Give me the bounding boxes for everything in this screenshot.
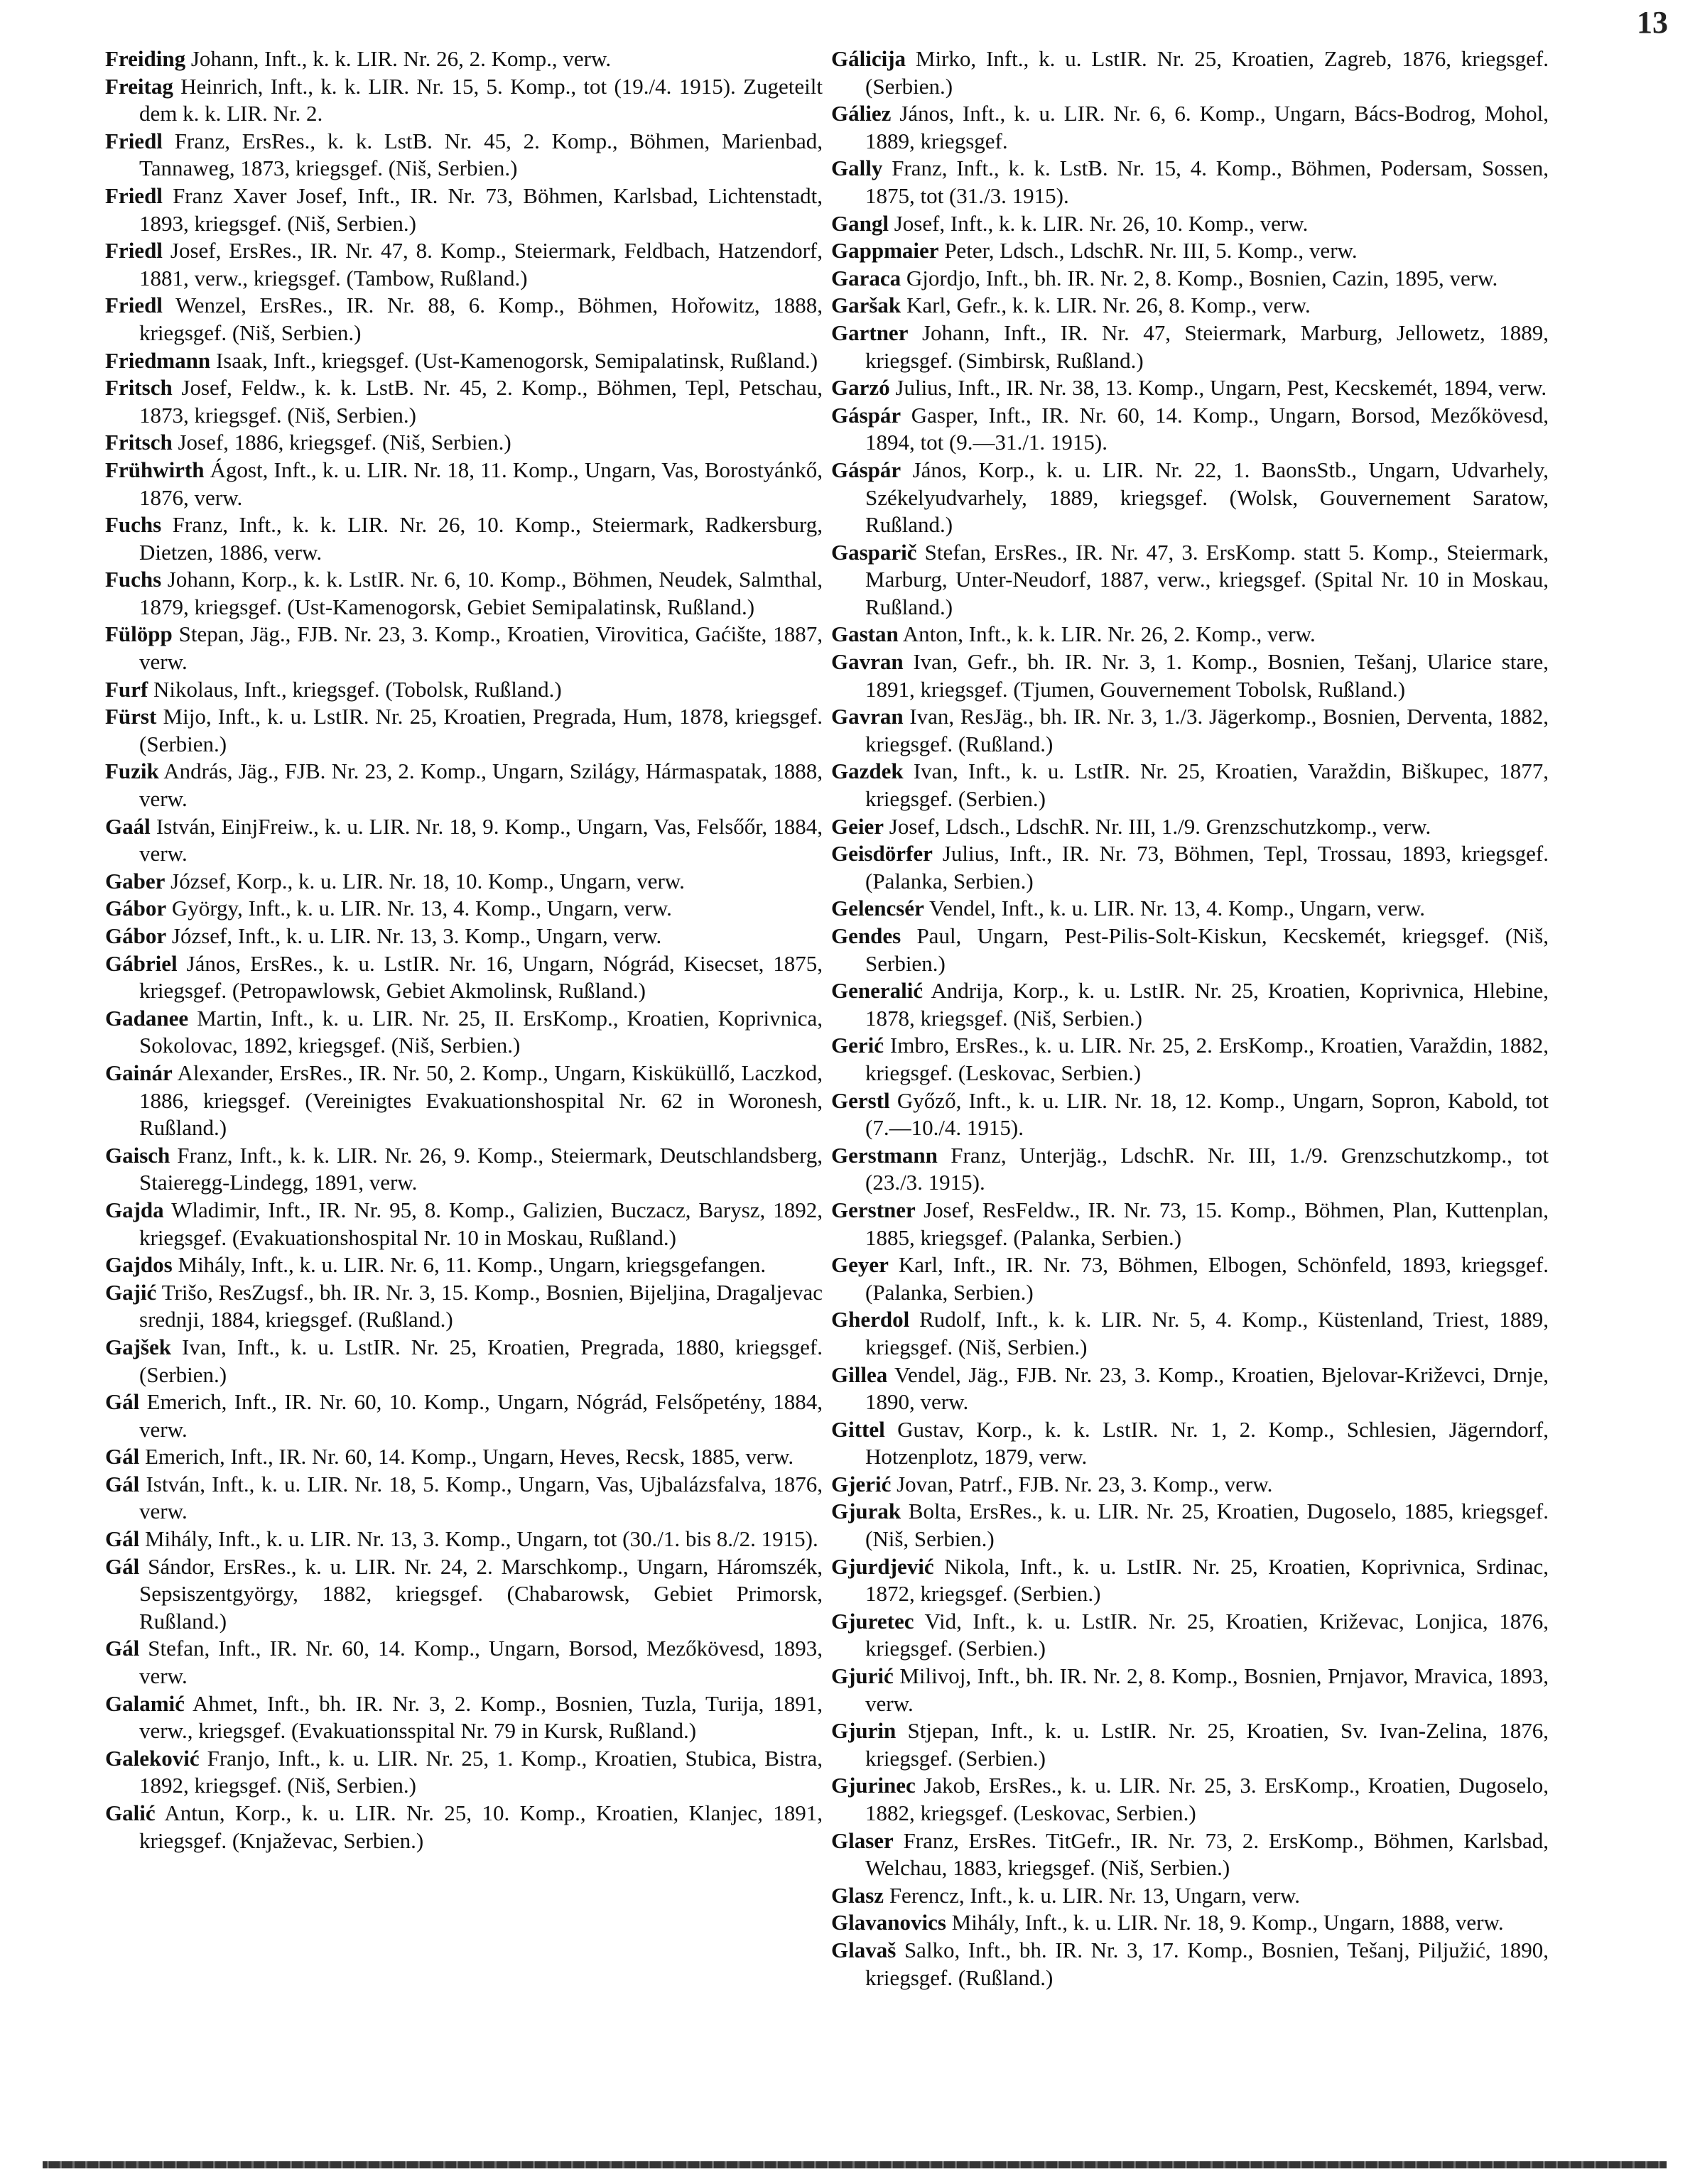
entry-surname: Gavran xyxy=(831,649,904,675)
entry-surname: Friedl xyxy=(105,183,163,208)
entry-details: András, Jäg., FJB. Nr. 23, 2. Komp., Ungarn, Szilágy, Hármaspatak, 1888, verw. xyxy=(139,759,823,812)
register-entry xyxy=(105,73,823,128)
register-entry xyxy=(105,1251,823,1279)
entry-details: Franz, Inft., k. k. LIR. Nr. 26, 9. Komp., Steiermark, Deutschlandsberg, Staieregg-Lindegg, 1891, verw. xyxy=(139,1142,823,1195)
entry-surname: Gerstl xyxy=(831,1087,890,1113)
entry-details: Martin, Inft., k. u. LIR. Nr. 25, II. ErsKomp., Kroatien, Koprivnica, Sokolovac, 1892, kriegsgef. (Niš, Serbien.) xyxy=(139,1005,823,1058)
entry-details: Jakob, ErsRes., k. u. LIR. Nr. 25, 3. ErsKomp., Kroatien, Dugoselo, 1882, kriegsgef. (Leskovac, Serbien.) xyxy=(865,1773,1549,1825)
entry-surname: Geisdörfer xyxy=(831,841,933,866)
entry-surname: Gajšek xyxy=(105,1334,171,1359)
entry-surname: Gavran xyxy=(831,704,904,729)
register-entry xyxy=(831,1306,1549,1361)
entry-surname: Garaca xyxy=(831,265,901,290)
register-entry xyxy=(831,100,1549,155)
register-entry xyxy=(831,1827,1549,1882)
entry-surname: Gendes xyxy=(831,923,901,948)
register-entry xyxy=(831,45,1549,100)
entry-details: Julius, Inft., IR. Nr. 38, 13. Komp., Ungarn, Pest, Kecskemét, 1894, verw. xyxy=(895,375,1547,401)
entry-surname: Friedl xyxy=(105,293,163,318)
entry-surname: Gjurak xyxy=(831,1499,901,1524)
entry-details: Heinrich, Inft., k. k. LIR. Nr. 15, 5. Komp., tot (19./4. 1915). Zugeteilt dem k. k. LIR. Nr. 2. xyxy=(139,73,823,126)
entry-surname: Gál xyxy=(105,1636,140,1661)
entry-surname: Galić xyxy=(105,1800,156,1825)
register-entry xyxy=(105,621,823,675)
register-entry xyxy=(831,621,1549,648)
entry-surname: Gjurdjević xyxy=(831,1553,934,1579)
entry-details: József, Korp., k. u. LIR. Nr. 18, 10. Komp., Ungarn, verw. xyxy=(170,868,685,893)
register-entry xyxy=(831,977,1549,1032)
entry-surname: Gittel xyxy=(831,1416,885,1442)
entry-surname: Generalić xyxy=(831,978,924,1004)
entry-surname: Galamić xyxy=(105,1690,185,1716)
entry-surname: Furf xyxy=(105,676,148,702)
entry-details: Paul, Ungarn, Pest-Pilis-Solt-Kiskun, Kecskemét, kriegsgef. (Niš, Serbien.) xyxy=(865,923,1549,976)
register-entry xyxy=(105,511,823,566)
entry-details: Trišo, ResZugsf., bh. IR. Nr. 3, 15. Komp., Bosnien, Bijeljina, Dragaljevac srednji, 1884, kriegsgef. (Rußland.) xyxy=(139,1279,823,1332)
register-entry xyxy=(105,128,823,183)
entry-surname: Garšak xyxy=(831,293,901,318)
entry-surname: Garzó xyxy=(831,375,890,401)
entry-details: Ivan, Inft., k. u. LstIR. Nr. 25, Kroatien, Varaždin, Biškupec, 1877, kriegsgef. (Serbien.) xyxy=(865,759,1549,812)
entry-details: Nikola, Inft., k. u. LstIR. Nr. 25, Kroatien, Koprivnica, Srdinac, 1872, kriegsgef. (Serbien.) xyxy=(865,1553,1549,1607)
entry-surname: Gál xyxy=(105,1471,140,1496)
entry-details: Jovan, Patrf., FJB. Nr. 23, 3. Komp., verw. xyxy=(897,1471,1273,1496)
register-entry xyxy=(831,703,1549,758)
register-entry xyxy=(831,1032,1549,1087)
register-entry xyxy=(105,1745,823,1800)
entry-surname: Fuzik xyxy=(105,759,159,784)
register-entry xyxy=(831,539,1549,621)
entry-details: Stefan, Inft., IR. Nr. 60, 14. Komp., Ungarn, Borsod, Mezőkövesd, 1893, verw. xyxy=(139,1636,823,1689)
entry-surname: Fuchs xyxy=(105,567,162,592)
entry-details: Mihály, Inft., k. u. LIR. Nr. 18, 9. Komp., Ungarn, 1888, verw. xyxy=(951,1910,1504,1935)
entry-details: Mihály, Inft., k. u. LIR. Nr. 13, 3. Komp., Ungarn, tot (30./1. bis 8./2. 1915). xyxy=(144,1526,818,1552)
entry-surname: Gjerić xyxy=(831,1471,892,1496)
register-entry xyxy=(831,1197,1549,1251)
register-entry xyxy=(105,566,823,621)
register-entry xyxy=(105,703,823,758)
entry-surname: Gerić xyxy=(831,1033,884,1058)
register-entry xyxy=(831,265,1549,293)
entry-surname: Gasparič xyxy=(831,539,917,565)
register-entry xyxy=(105,1197,823,1251)
entry-surname: Friedl xyxy=(105,238,163,264)
entry-surname: Gally xyxy=(831,156,883,181)
entry-surname: Friedl xyxy=(105,128,163,153)
entry-details: Josef, 1886, kriegsgef. (Niš, Serbien.) xyxy=(178,430,511,455)
entry-surname: Freitag xyxy=(105,73,173,99)
entry-surname: Glavanovics xyxy=(831,1910,946,1935)
entry-surname: Gábriel xyxy=(105,950,178,976)
entry-details: Ahmet, Inft., bh. IR. Nr. 3, 2. Komp., Bosnien, Tuzla, Turija, 1891, verw., kriegsgef. (Evakuationsspital Nr. 79 in Kursk, Rußland.) xyxy=(139,1690,823,1744)
entry-surname: Gajdos xyxy=(105,1252,173,1278)
register-entry xyxy=(105,923,823,950)
entry-details: Franz, Inft., k. k. LIR. Nr. 26, 10. Komp., Steiermark, Radkersburg, Dietzen, 1886, verw. xyxy=(139,512,823,565)
entry-details: Franz, ErsRes. TitGefr., IR. Nr. 73, 2. ErsKomp., Böhmen, Karlsbad, Welchau, 1883, kriegsgef. (Niš, Serbien.) xyxy=(865,1827,1549,1881)
entry-details: Vendel, Inft., k. u. LIR. Nr. 13, 4. Komp., Ungarn, verw. xyxy=(929,896,1425,921)
register-entry xyxy=(105,1142,823,1197)
entry-details: Karl, Inft., IR. Nr. 73, Böhmen, Elbogen, Schönfeld, 1893, kriegsgef. (Palanka, Serbien.) xyxy=(865,1252,1549,1305)
entry-surname: Fuchs xyxy=(105,512,162,538)
entry-surname: Gábor xyxy=(105,896,167,921)
entry-details: Franz, ErsRes., k. k. LstB. Nr. 45, 2. Komp., Böhmen, Marienbad, Tannaweg, 1873, kriegsgef. (Niš, Serbien.) xyxy=(139,128,823,181)
register-entry xyxy=(831,1882,1549,1910)
entry-surname: Gillea xyxy=(831,1362,888,1387)
entry-details: Franz, Inft., k. k. LstB. Nr. 15, 4. Komp., Böhmen, Podersam, Sossen, 1875, tot (31./3. 1915). xyxy=(865,156,1549,208)
entry-surname: Gáspár xyxy=(831,457,901,482)
entry-surname: Gjurin xyxy=(831,1718,897,1744)
entry-surname: Gálicija xyxy=(831,46,906,71)
entry-surname: Fritsch xyxy=(105,375,173,401)
entry-surname: Glavaš xyxy=(831,1937,897,1962)
entry-details: Wenzel, ErsRes., IR. Nr. 88, 6. Komp., Böhmen, Hořowitz, 1888, kriegsgef. (Niš, Serbien.) xyxy=(139,293,823,345)
register-entry xyxy=(831,320,1549,374)
entry-details: Stepan, Jäg., FJB. Nr. 23, 3. Komp., Kroatien, Virovitica, Gaćište, 1887, verw. xyxy=(139,621,823,675)
register-entry xyxy=(831,1553,1549,1608)
entry-surname: Gál xyxy=(105,1553,140,1579)
entry-details: Ivan, Gefr., bh. IR. Nr. 3, 1. Komp., Bosnien, Tešanj, Ularice stare, 1891, kriegsgef. (Tjumen, Gouvernement Tobolsk, Rußland.) xyxy=(865,649,1549,702)
register-entry xyxy=(831,457,1549,539)
entry-details: Mijo, Inft., k. u. LstIR. Nr. 25, Kroatien, Pregrada, Hum, 1878, kriegsgef. (Serbien.) xyxy=(139,704,823,756)
register-entry xyxy=(831,895,1549,923)
entry-details: Franz Xaver Josef, Inft., IR. Nr. 73, Böhmen, Karlsbad, Lichtenstadt, 1893, kriegsgef. (Niš, Serbien.) xyxy=(139,183,823,236)
entry-surname: Fritsch xyxy=(105,430,173,455)
entry-details: Josef, Feldw., k. k. LstB. Nr. 45, 2. Komp., Böhmen, Tepl, Petschau, 1873, kriegsgef. (Niš, Serbien.) xyxy=(139,375,823,428)
register-entry xyxy=(105,429,823,457)
entry-surname: Freiding xyxy=(105,46,186,71)
entry-details: Alexander, ErsRes., IR. Nr. 50, 2. Komp., Ungarn, Kisküküllő, Laczkod, 1886, kriegsgef. (Vereinigtes Evakuationshospital Nr. 62 in Woronesh, Rußland.) xyxy=(139,1060,823,1141)
register-entry xyxy=(831,758,1549,813)
entry-surname: Gál xyxy=(105,1444,140,1469)
register-entry xyxy=(831,292,1549,320)
register-entry xyxy=(105,1005,823,1060)
entry-surname: Gaber xyxy=(105,868,166,893)
entry-surname: Frühwirth xyxy=(105,457,205,482)
register-entry xyxy=(105,1471,823,1526)
register-entry xyxy=(105,895,823,923)
register-entry xyxy=(105,868,823,896)
register-entry xyxy=(831,1416,1549,1471)
entry-details: József, Inft., k. u. LIR. Nr. 13, 3. Komp., Ungarn, verw. xyxy=(171,923,662,948)
entry-details: Antun, Korp., k. u. LIR. Nr. 25, 10. Komp., Kroatien, Klanjec, 1891, kriegsgef. (Knjaževac, Serbien.) xyxy=(139,1800,823,1853)
register-entry xyxy=(105,758,823,813)
entry-surname: Gelencsér xyxy=(831,896,924,921)
register-entry xyxy=(105,374,823,429)
register-entry xyxy=(831,1772,1549,1827)
entry-surname: Friedmann xyxy=(105,347,211,373)
entry-details: Stefan, ErsRes., IR. Nr. 47, 3. ErsKomp. statt 5. Komp., Steiermark, Marburg, Unter-Neudorf, 1887, verw., kriegsgef. (Spital Nr. 10 in Moskau, Rußland.) xyxy=(865,539,1549,619)
register-entry xyxy=(105,292,823,347)
entry-details: Győző, Inft., k. u. LIR. Nr. 18, 12. Komp., Ungarn, Sopron, Kabold, tot (7.—10./4. 1915). xyxy=(865,1087,1549,1141)
entry-details: Johann, Inft., IR. Nr. 47, Steiermark, Marburg, Jellowetz, 1889, kriegsgef. (Simbirsk, Rußland.) xyxy=(865,320,1549,373)
register-entry xyxy=(105,950,823,1005)
entry-surname: Gherdol xyxy=(831,1307,910,1332)
register-entry xyxy=(105,1690,823,1745)
entry-details: Milivoj, Inft., bh. IR. Nr. 2, 8. Komp., Bosnien, Prnjavor, Mravica, 1893, verw. xyxy=(865,1663,1549,1716)
entry-surname: Fülöpp xyxy=(105,621,173,647)
entry-surname: Gerstmann xyxy=(831,1142,938,1168)
register-entry xyxy=(105,183,823,237)
entry-details: Sándor, ErsRes., k. u. LIR. Nr. 24, 2. Marschkomp., Ungarn, Háromszék, Sepsiszentgyörgy, 1882, kriegsgef. (Chabarowsk, Gebiet Primorsk, Rußland.) xyxy=(139,1553,823,1634)
register-entry xyxy=(831,1362,1549,1416)
register-entry xyxy=(105,1526,823,1553)
register-entry xyxy=(105,347,823,375)
entry-surname: Glaser xyxy=(831,1827,894,1853)
left-column xyxy=(105,45,823,1854)
register-entry xyxy=(831,1717,1549,1772)
page-number: 13 xyxy=(1637,5,1668,40)
entry-surname: Gál xyxy=(105,1389,140,1415)
entry-details: Vendel, Jäg., FJB. Nr. 23, 3. Komp., Kroatien, Bjelovar-Križevci, Drnje, 1890, verw. xyxy=(865,1362,1549,1415)
register-entry xyxy=(105,676,823,704)
entry-details: Ferencz, Inft., k. u. LIR. Nr. 13, Ungarn, verw. xyxy=(889,1882,1301,1908)
entry-details: János, ErsRes., k. u. LstIR. Nr. 16, Ungarn, Nógrád, Kisecset, 1875, kriegsgef. (Petropawlowsk, Gebiet Akmolinsk, Rußland.) xyxy=(139,950,823,1004)
register-entry xyxy=(105,1279,823,1334)
entry-surname: Geier xyxy=(831,813,884,839)
entry-details: Wladimir, Inft., IR. Nr. 95, 8. Komp., Galizien, Buczacz, Barysz, 1892, kriegsgef. (Evakuationshospital Nr. 10 in Moskau, Rußland.) xyxy=(139,1197,823,1250)
entry-details: Gustav, Korp., k. k. LstIR. Nr. 1, 2. Komp., Schlesien, Jägerndorf, Hotzenplotz, 1879, verw. xyxy=(865,1416,1549,1469)
register-entry xyxy=(831,840,1549,895)
entry-details: Stjepan, Inft., k. u. LstIR. Nr. 25, Kroatien, Sv. Ivan-Zelina, 1876, kriegsgef. (Serbien.) xyxy=(865,1718,1549,1771)
register-entry xyxy=(831,1937,1549,1992)
entry-surname: Gerstner xyxy=(831,1197,916,1222)
entry-details: János, Inft., k. u. LIR. Nr. 6, 6. Komp., Ungarn, Bács-Bodrog, Mohol, 1889, kriegsgef. xyxy=(865,101,1549,153)
entry-details: Salko, Inft., bh. IR. Nr. 3, 17. Komp., Bosnien, Tešanj, Piljužić, 1890, kriegsgef. (Rußland.) xyxy=(865,1937,1549,1990)
entry-details: Gasper, Inft., IR. Nr. 60, 14. Komp., Ungarn, Borsod, Mezőkövesd, 1894, tot (9.—31./1. 1915). xyxy=(865,402,1549,455)
entry-surname: Gastan xyxy=(831,621,899,647)
entry-details: Johann, Korp., k. k. LstIR. Nr. 6, 10. Komp., Böhmen, Neudek, Salmthal, 1879, kriegsgef. (Ust-Kamenogorsk, Gebiet Semipalatinsk, Rußland.) xyxy=(139,567,823,619)
register-entry xyxy=(105,1389,823,1443)
entry-surname: Gadanee xyxy=(105,1005,189,1031)
entry-details: György, Inft., k. u. LIR. Nr. 13, 4. Komp., Ungarn, verw. xyxy=(171,896,672,921)
entry-details: Franjo, Inft., k. u. LIR. Nr. 25, 1. Komp., Kroatien, Stubica, Bistra, 1892, kriegsgef. (Niš, Serbien.) xyxy=(139,1745,823,1798)
entry-details: Peter, Ldsch., LdschR. Nr. III, 5. Komp., verw. xyxy=(944,238,1358,264)
entry-details: Johann, Inft., k. k. LIR. Nr. 26, 2. Komp., verw. xyxy=(190,46,612,71)
entry-details: Nikolaus, Inft., kriegsgef. (Tobolsk, Rußland.) xyxy=(153,676,562,702)
register-entry xyxy=(831,1498,1549,1553)
register-entry xyxy=(105,1800,823,1854)
entry-details: Mirko, Inft., k. u. LstIR. Nr. 25, Kroatien, Zagreb, 1876, kriegsgef. (Serbien.) xyxy=(865,46,1549,99)
entry-surname: Gartner xyxy=(831,320,909,345)
entry-details: István, Inft., k. u. LIR. Nr. 18, 5. Komp., Ungarn, Vas, Ujbalázsfalva, 1876, verw. xyxy=(139,1471,823,1524)
entry-surname: Gaál xyxy=(105,813,151,839)
entry-surname: Fürst xyxy=(105,704,157,729)
entry-details: Karl, Gefr., k. k. LIR. Nr. 26, 8. Komp., verw. xyxy=(906,293,1311,318)
register-entry xyxy=(831,1471,1549,1499)
register-entry xyxy=(831,813,1549,841)
entry-details: Ivan, ResJäg., bh. IR. Nr. 3, 1./3. Jägerkomp., Bosnien, Derventa, 1882, kriegsgef. (Rußland.) xyxy=(865,704,1549,756)
entry-details: Emerich, Inft., IR. Nr. 60, 14. Komp., Ungarn, Heves, Recsk, 1885, verw. xyxy=(144,1444,794,1469)
entry-details: János, Korp., k. u. LIR. Nr. 22, 1. BaonsStb., Ungarn, Udvarhely, Székelyudvarhely, 1889, kriegsgef. (Wolsk, Gouvernement Saratow, Rußland.) xyxy=(865,457,1549,538)
entry-details: Mihály, Inft., k. u. LIR. Nr. 6, 11. Komp., Ungarn, kriegsgefangen. xyxy=(178,1252,767,1278)
register-entry xyxy=(831,210,1549,238)
register-entry xyxy=(831,1608,1549,1663)
register-entry xyxy=(831,155,1549,210)
entry-surname: Gál xyxy=(105,1526,140,1552)
register-entry xyxy=(831,237,1549,265)
entry-surname: Gajić xyxy=(105,1279,157,1305)
register-entry xyxy=(105,1060,823,1142)
entry-surname: Gainár xyxy=(105,1060,173,1085)
register-entry xyxy=(105,1334,823,1389)
entry-details: Josef, ErsRes., IR. Nr. 47, 8. Komp., Steiermark, Feldbach, Hatzendorf, 1881, verw., kriegsgef. (Tambow, Rußland.) xyxy=(139,238,823,290)
entry-surname: Gábor xyxy=(105,923,167,948)
entry-surname: Gjurinec xyxy=(831,1773,916,1798)
entry-details: Julius, Inft., IR. Nr. 73, Böhmen, Tepl, Trossau, 1893, kriegsgef. (Palanka, Serbien.) xyxy=(865,841,1549,893)
entry-details: Josef, ResFeldw., IR. Nr. 73, 15. Komp., Böhmen, Plan, Kuttenplan, 1885, kriegsgef. (Palanka, Serbien.) xyxy=(865,1197,1549,1250)
register-entry xyxy=(105,1635,823,1690)
entry-details: Ágost, Inft., k. u. LIR. Nr. 18, 11. Komp., Ungarn, Vas, Borostyánkő, 1876, verw. xyxy=(139,457,823,510)
register-entry xyxy=(105,813,823,868)
entry-surname: Gjurić xyxy=(831,1663,894,1689)
entry-details: Emerich, Inft., IR. Nr. 60, 10. Komp., Ungarn, Nógrád, Felsőpetény, 1884, verw. xyxy=(139,1389,823,1442)
register-entry xyxy=(831,402,1549,457)
entry-details: Isaak, Inft., kriegsgef. (Ust-Kamenogorsk, Semipalatinsk, Rußland.) xyxy=(215,347,818,373)
entry-details: Rudolf, Inft., k. k. LIR. Nr. 5, 4. Komp., Küstenland, Triest, 1889, kriegsgef. (Niš, Serbien.) xyxy=(865,1307,1549,1359)
entry-surname: Gajda xyxy=(105,1197,164,1222)
register-entry xyxy=(105,45,823,73)
entry-details: Bolta, ErsRes., k. u. LIR. Nr. 25, Kroatien, Dugoselo, 1885, kriegsgef. (Niš, Serbien.) xyxy=(865,1499,1549,1552)
register-entry xyxy=(831,374,1549,402)
entry-details: Imbro, ErsRes., k. u. LIR. Nr. 25, 2. ErsKomp., Kroatien, Varaždin, 1882, kriegsgef. (Leskovac, Serbien.) xyxy=(865,1033,1549,1085)
register-entry xyxy=(105,237,823,292)
entry-surname: Gáliez xyxy=(831,101,892,126)
entry-details: Vid, Inft., k. u. LstIR. Nr. 25, Kroatien, Križevac, Lonjica, 1876, kriegsgef. (Serbien.) xyxy=(865,1608,1549,1661)
entry-details: Josef, Inft., k. k. LIR. Nr. 26, 10. Komp., verw. xyxy=(894,210,1309,236)
register-entry xyxy=(831,1087,1549,1142)
register-entry xyxy=(831,923,1549,977)
entry-surname: Gjuretec xyxy=(831,1608,914,1634)
right-column xyxy=(831,45,1549,1992)
register-entry xyxy=(831,1663,1549,1717)
register-entry xyxy=(831,648,1549,703)
entry-surname: Gangl xyxy=(831,210,889,236)
entry-details: Ivan, Inft., k. u. LstIR. Nr. 25, Kroatien, Pregrada, 1880, kriegsgef. (Serbien.) xyxy=(139,1334,823,1387)
register-entry xyxy=(831,1251,1549,1306)
register-entry xyxy=(831,1909,1549,1937)
entry-surname: Galeković xyxy=(105,1745,200,1771)
register-entry xyxy=(105,457,823,511)
entry-details: Franz, Unterjäg., LdschR. Nr. III, 1./9. Grenzschutzkomp., tot (23./3. 1915). xyxy=(865,1142,1549,1195)
register-entry xyxy=(105,1443,823,1471)
entry-details: Andrija, Korp., k. u. LstIR. Nr. 25, Kroatien, Koprivnica, Hlebine, 1878, kriegsgef. (Niš, Serbien.) xyxy=(865,978,1549,1031)
entry-details: Josef, Ldsch., LdschR. Nr. III, 1./9. Grenzschutzkomp., verw. xyxy=(889,813,1431,839)
entry-surname: Glasz xyxy=(831,1882,884,1908)
bottom-edge-rule xyxy=(43,2161,1667,2168)
register-entry xyxy=(831,1142,1549,1197)
entry-details: Anton, Inft., k. k. LIR. Nr. 26, 2. Komp., verw. xyxy=(902,621,1316,647)
entry-surname: Gappmaier xyxy=(831,238,939,264)
entry-surname: Gáspár xyxy=(831,402,901,428)
entry-details: István, EinjFreiw., k. u. LIR. Nr. 18, 9. Komp., Ungarn, Vas, Felsőőr, 1884, verw. xyxy=(139,813,823,866)
entry-surname: Geyer xyxy=(831,1252,889,1278)
register-entry xyxy=(105,1553,823,1636)
entry-surname: Gazdek xyxy=(831,759,904,784)
entry-details: Gjordjo, Inft., bh. IR. Nr. 2, 8. Komp., Bosnien, Cazin, 1895, verw. xyxy=(906,265,1498,290)
entry-surname: Gaisch xyxy=(105,1142,170,1168)
